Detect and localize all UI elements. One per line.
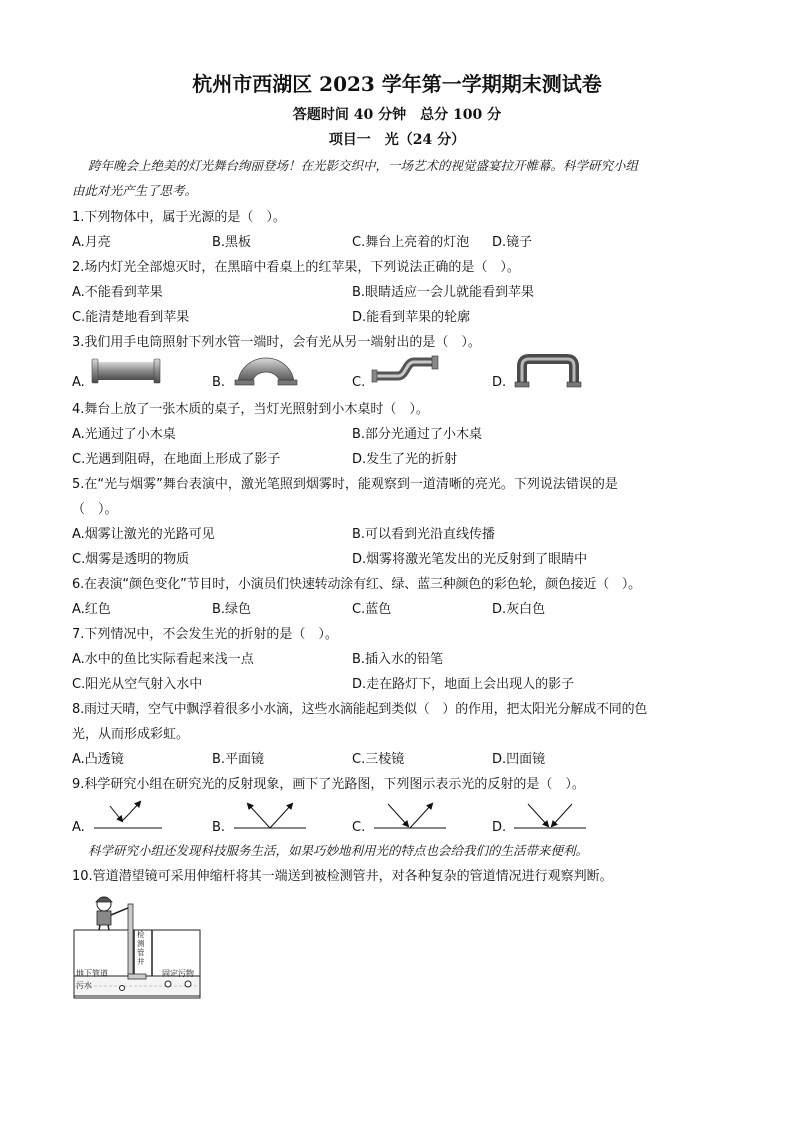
straight-pipe-icon [90, 356, 162, 386]
q8-option-d[interactable]: D.凹面镜 [492, 752, 546, 767]
q9-stem: 9.科学研究小组在研究光的反射现象，画下了光路图，下列图示表示光的反射的是（ ）。 [72, 777, 585, 792]
q5-option-a[interactable]: A.烟雾让激光的光路可见 [72, 527, 215, 542]
q1-option-c[interactable]: C.舞台上亮着的灯泡 [352, 235, 470, 250]
q1-stem: 1.下列物体中，属于光源的是（ ）。 [72, 210, 286, 225]
s-bend-pipe-icon [370, 354, 442, 386]
exam-time-score: 答题时间 40 分钟 总分 100 分 [292, 107, 502, 123]
figure-label-sewage: 污水 [76, 981, 92, 990]
ray-diagram-d [514, 798, 586, 832]
q5-option-d[interactable]: D.烟雾将激光笔发出的光反射到了眼睛中 [352, 552, 588, 567]
q3-option-b[interactable]: B. [212, 375, 226, 390]
q3-stem: 3.我们用手电筒照射下列水管一端时，会有光从另一端射出的是（ ）。 [72, 335, 481, 350]
q4-option-b[interactable]: B.部分光通过了小木桌 [352, 427, 483, 442]
q8-stem-line-1: 8.雨过天晴，空气中飘浮着很多小水滴，这些水滴能起到类似（ ）的作用，把太阳光分解成不同的色 [72, 702, 648, 717]
q7-option-c[interactable]: C.阳光从空气射入水中 [72, 677, 203, 692]
q8-option-b[interactable]: B.平面镜 [212, 752, 265, 767]
u-bend-pipe-icon [232, 352, 300, 386]
intro-line-1: 跨年晚会上绝美的灯光舞台绚丽登场！在光影交织中，一场艺术的视觉盛宴拉开帷幕。科学研究小组 [88, 158, 639, 173]
q5-option-c[interactable]: C.烟雾是透明的物质 [72, 552, 190, 567]
q9-option-c[interactable]: C. [352, 820, 366, 835]
q6-option-d[interactable]: D.灰白色 [492, 602, 546, 617]
q6-option-c[interactable]: C.蓝色 [352, 602, 392, 617]
exam-title: 杭州市西湖区 2023 学年第一学期期末测试卷 [192, 72, 602, 96]
q3-option-d[interactable]: D. [492, 375, 507, 390]
q10-stem: 10.管道潜望镜可采用伸缩杆将其一端送到被检测管井，对各种复杂的管道情况进行观察判断。 [72, 869, 613, 884]
intro-line-2: 由此对光产生了思考。 [72, 183, 198, 198]
q3-option-a[interactable]: A. [72, 375, 85, 390]
q2-option-c[interactable]: C.能清楚地看到苹果 [72, 310, 190, 325]
section-heading: 项目一 光（24 分） [328, 132, 466, 148]
q2-option-a[interactable]: A.不能看到苹果 [72, 285, 163, 300]
figure-label-debris: 固定污物 [162, 969, 194, 978]
q9-option-a[interactable]: A. [72, 820, 85, 835]
q4-stem: 4.舞台上放了一张木质的桌子，当灯光照射到小木桌时（ ）。 [72, 402, 429, 417]
q5-stem-line-1: 5.在“光与烟雾”舞台表演中，激光笔照到烟雾时，能观察到一道清晰的亮光。下列说法错误的是 [72, 477, 618, 492]
q2-stem: 2.场内灯光全部熄灭时，在黑暗中看桌上的红苹果，下列说法正确的是（ ）。 [72, 260, 520, 275]
q1-option-a[interactable]: A.月亮 [72, 235, 111, 250]
q7-stem: 7.下列情况中，不会发生光的折射的是（ ）。 [72, 627, 338, 642]
q2-option-d[interactable]: D.能看到苹果的轮廓 [352, 310, 471, 325]
q9-option-d[interactable]: D. [492, 820, 507, 835]
ray-diagram-b [234, 798, 306, 832]
q3-option-c[interactable]: C. [352, 375, 366, 390]
q1-option-b[interactable]: B.黑板 [212, 235, 252, 250]
q7-option-a[interactable]: A.水中的鱼比实际看起来浅一点 [72, 652, 254, 667]
figure-label-manhole: 检测管井 [137, 930, 145, 966]
q6-option-b[interactable]: B.绿色 [212, 602, 252, 617]
q7-option-b[interactable]: B.插入水的铅笔 [352, 652, 444, 667]
q8-option-a[interactable]: A.凸透镜 [72, 752, 124, 767]
q4-option-a[interactable]: A.光通过了小木桌 [72, 427, 176, 442]
q5-stem-line-2: （ ）。 [72, 502, 118, 517]
q8-option-c[interactable]: C.三棱镜 [352, 752, 405, 767]
q4-option-c[interactable]: C.光遇到阻碍，在地面上形成了影子 [72, 452, 281, 467]
q4-option-d[interactable]: D.发生了光的折射 [352, 452, 458, 467]
bridge-pipe-icon [512, 354, 584, 388]
figure-label-underground-pipe: 地下管道 [76, 969, 108, 978]
q6-stem: 6.在表演“颜色变化”节目时，小演员们快速转动涂有红、绿、蓝三种颜色的彩色轮，颜色接近（ ）。 [72, 577, 641, 592]
ray-diagram-c [374, 798, 446, 832]
q7-option-d[interactable]: D.走在路灯下，地面上会出现人的影子 [352, 677, 575, 692]
ray-diagram-a [94, 798, 164, 832]
q5-option-b[interactable]: B.可以看到光沿直线传播 [352, 527, 496, 542]
q6-option-a[interactable]: A.红色 [72, 602, 111, 617]
q1-option-d[interactable]: D.镜子 [492, 235, 533, 250]
q2-option-b[interactable]: B.眼睛适应一会儿就能看到苹果 [352, 285, 535, 300]
tech-note: 科学研究小组还发现科技服务生活，如果巧妙地利用光的特点也会给我们的生活带来便利。 [88, 843, 589, 858]
q9-option-b[interactable]: B. [212, 820, 226, 835]
q8-stem-line-2: 光，从而形成彩虹。 [72, 727, 190, 742]
